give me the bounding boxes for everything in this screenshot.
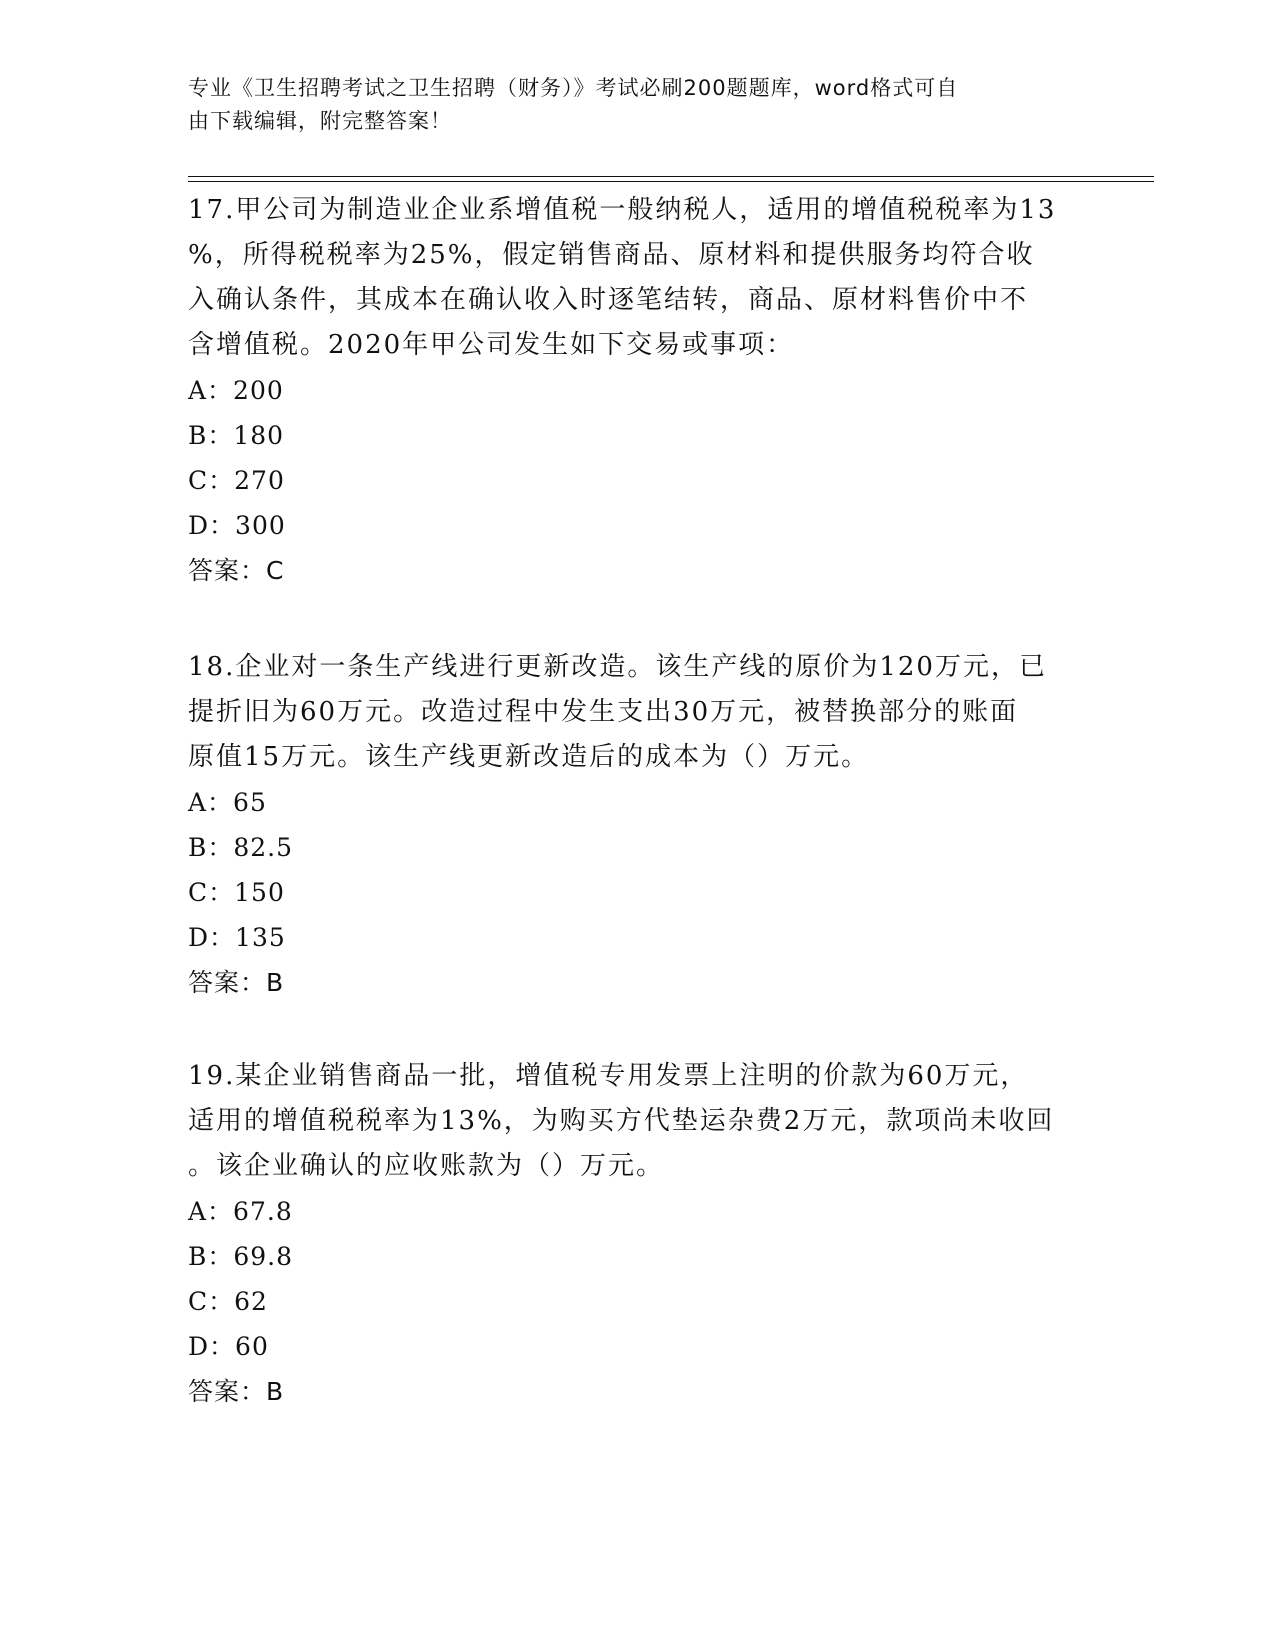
question-text-line: %，所得税税率为25%，假定销售商品、原材料和提供服务均符合收 <box>188 240 1035 270</box>
option-c: C：62 <box>188 1287 268 1316</box>
question-text-line: 。该企业确认的应收账款为（）万元。 <box>188 1151 665 1181</box>
question-18 <box>188 645 1088 1005</box>
question-text-line: 适用的增值税税率为13%，为购买方代垫运杂费2万元，款项尚未收回 <box>188 1106 1055 1136</box>
header-line: 由下载编辑，附完整答案！ <box>188 109 452 133</box>
option-b: B：82.5 <box>188 833 294 862</box>
question-text-line: 18.企业对一条生产线进行更新改造。该生产线的原价为120万元，已 <box>188 652 1047 682</box>
question-17 <box>188 188 1088 593</box>
option-a: A：200 <box>188 376 284 405</box>
header-line: 专业《卫生招聘考试之卫生招聘（财务）》考试必刷200题题库，word格式可自 <box>188 76 959 100</box>
header-divider <box>188 176 1154 177</box>
question-19 <box>188 1054 1088 1414</box>
question-text-line: 17.甲公司为制造业企业系增值税一般纳税人，适用的增值税税率为13 <box>188 195 1057 225</box>
question-text-line: 含增值税。2020年甲公司发生如下交易或事项： <box>188 330 795 360</box>
question-text-line: 入确认条件，其成本在确认收入时逐笔结转，商品、原材料售价中不 <box>188 285 1029 315</box>
option-c: C：150 <box>188 878 285 907</box>
option-b: B：180 <box>188 421 285 450</box>
option-a: A：65 <box>188 788 267 817</box>
option-d: D：60 <box>188 1332 269 1361</box>
question-text-line: 19.某企业销售商品一批，增值税专用发票上注明的价款为60万元， <box>188 1061 1029 1091</box>
question-text-line: 原值15万元。该生产线更新改造后的成本为（）万元。 <box>188 742 870 772</box>
answer: 答案：C <box>188 556 285 585</box>
option-b: B：69.8 <box>188 1242 294 1271</box>
option-c: C：270 <box>188 466 285 495</box>
document-header <box>188 72 1088 138</box>
question-text-line: 提折旧为60万元。改造过程中发生支出30万元，被替换部分的账面 <box>188 697 1019 727</box>
option-a: A：67.8 <box>188 1197 293 1226</box>
option-d: D：300 <box>188 511 286 540</box>
answer: 答案：B <box>188 1377 285 1406</box>
answer: 答案：B <box>188 968 285 997</box>
option-d: D：135 <box>188 923 286 952</box>
header-divider <box>188 181 1154 182</box>
